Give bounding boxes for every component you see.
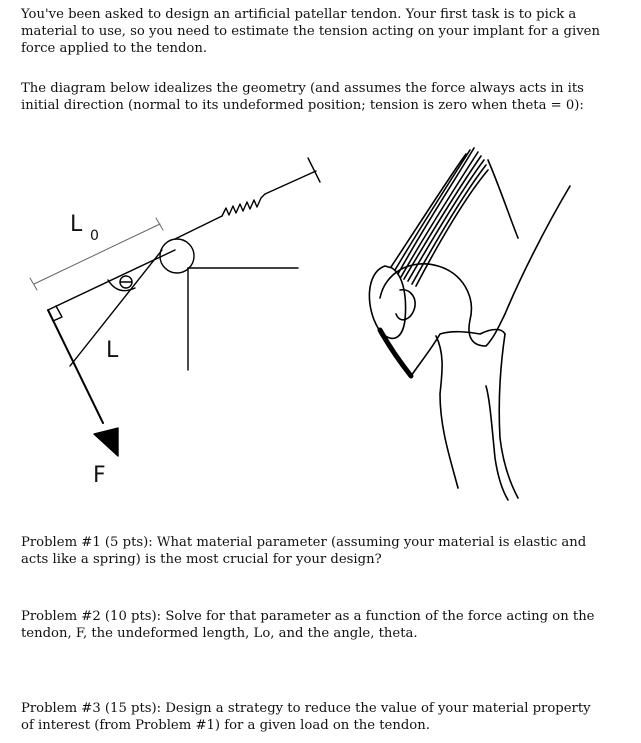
knee-sketch bbox=[369, 148, 570, 500]
label-l0-subscript: 0 bbox=[90, 228, 99, 244]
label-l: L bbox=[106, 338, 119, 363]
quadriceps-tendon-strands bbox=[391, 148, 488, 286]
label-l0: L bbox=[70, 212, 83, 237]
patella-outline bbox=[369, 266, 405, 338]
force-arm-line bbox=[48, 310, 103, 423]
spring-zigzag bbox=[222, 194, 265, 216]
force-arrowhead bbox=[94, 428, 118, 456]
problem-3: Problem #3 (15 pts): Design a strategy to reduce the value of your material property of interest (from Problem #1) for a given load on the tendon. bbox=[21, 701, 591, 733]
tibia-outline bbox=[411, 330, 505, 377]
intro-paragraph: You've been asked to design an artificial patellar tendon. Your first task is to pick a material to use, so you need to estimate the tension acting on your implant for a given force applied to the tendon. bbox=[21, 7, 600, 56]
label-f: F bbox=[93, 463, 106, 488]
problem-1: Problem #1 (5 pts): What material parameter (assuming your material is elastic and acts like a spring) is the most crucial for your design? bbox=[21, 535, 587, 567]
fibula-outline bbox=[486, 386, 508, 500]
right-angle-marker bbox=[53, 306, 62, 321]
tendon-undeformed-line bbox=[48, 250, 175, 310]
tendon-diagram bbox=[0, 138, 641, 518]
spring-anchor bbox=[308, 158, 320, 182]
patellar-tendon bbox=[380, 330, 411, 376]
setup-paragraph: The diagram below idealizes the geometry (and assumes the force always acts in its initial direction (normal to its undeformed position; tension is zero when theta = 0): bbox=[21, 81, 584, 113]
problem-2: Problem #2 (10 pts): Solve for that parameter as a function of the force acting on the tendon, F, the undeformed length, Lo, and the angle, theta. bbox=[21, 609, 595, 641]
